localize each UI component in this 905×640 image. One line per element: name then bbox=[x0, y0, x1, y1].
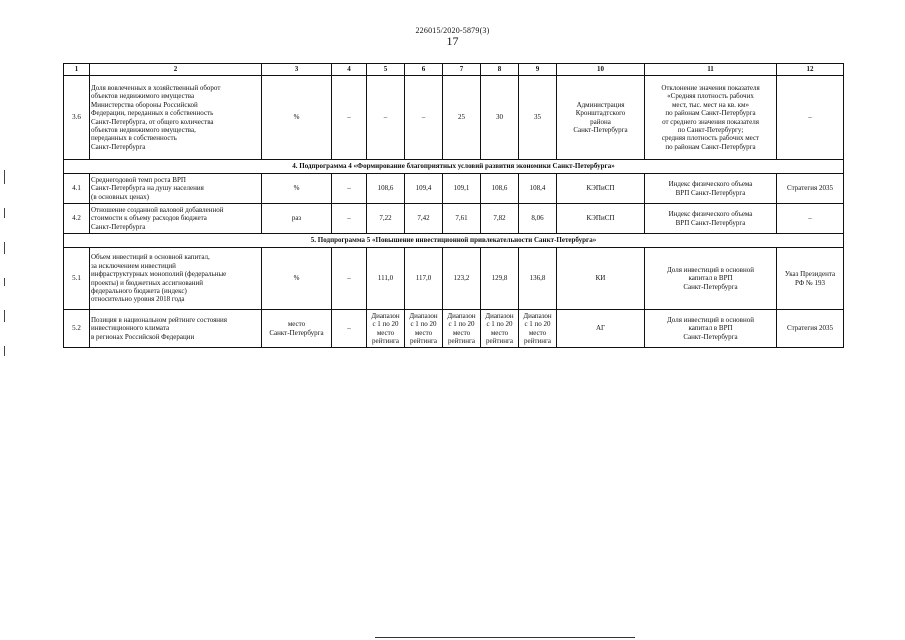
value-cell: – bbox=[367, 76, 405, 160]
section-title: 4. Подпрограмма 4 «Формирование благоприятных условий развития экономики Санкт-Петербурга» bbox=[64, 160, 844, 174]
column-header: 8 bbox=[481, 64, 519, 76]
value-cell: – bbox=[332, 76, 367, 160]
value-cell: 8,06 bbox=[519, 204, 557, 234]
value-cell: 117,0 bbox=[405, 248, 443, 310]
indicator-name-cell-line: относительно уровня 2018 года bbox=[91, 295, 185, 304]
indicator-name-cell-line: объектов недвижимого имущества bbox=[91, 92, 195, 101]
method-cell-line: Доля инвестиций в основной bbox=[667, 315, 754, 324]
unit-cell: раз bbox=[262, 204, 332, 234]
responsible-cell bbox=[557, 310, 645, 348]
value-cell: 35 bbox=[519, 76, 557, 160]
value-cell bbox=[519, 310, 557, 348]
value-cell: 109,4 bbox=[405, 174, 443, 204]
table-row bbox=[64, 248, 844, 310]
indicator-name-cell bbox=[90, 76, 262, 160]
method-cell-line: ВРП Санкт-Петербурга bbox=[675, 188, 746, 197]
responsible-cell-line: Администрация bbox=[576, 100, 625, 109]
value-cell-line: Диапазон bbox=[485, 311, 514, 320]
method-cell-line: капитал в ВРП bbox=[688, 324, 733, 333]
value-cell-line: с 1 по 20 bbox=[448, 320, 475, 329]
indicator-name-cell bbox=[90, 174, 262, 204]
responsible-cell-line: Кронштадтского bbox=[575, 109, 626, 118]
value-cell-line: с 1 по 20 bbox=[524, 320, 551, 329]
table-header-row bbox=[64, 64, 844, 76]
basis-cell: – bbox=[777, 204, 844, 234]
row-number-cell: 5.1 bbox=[64, 248, 90, 310]
value-cell: 7,82 bbox=[481, 204, 519, 234]
value-cell: 136,8 bbox=[519, 248, 557, 310]
method-cell-line: капитал в ВРП bbox=[688, 274, 733, 283]
unit-cell: % bbox=[262, 248, 332, 310]
value-cell-line: рейтинга bbox=[372, 336, 399, 345]
value-cell: 25 bbox=[443, 76, 481, 160]
indicator-name-cell-line: Среднегодовой темп роста ВРП bbox=[91, 175, 186, 184]
method-cell-line: Доля инвестиций в основной bbox=[667, 265, 754, 274]
responsible-cell bbox=[557, 174, 645, 204]
row-number-cell: 3.6 bbox=[64, 76, 90, 160]
indicators-table bbox=[63, 63, 844, 348]
value-cell-line: место bbox=[490, 328, 509, 337]
indicator-name-cell-line: федерального бюджета (индекс) bbox=[91, 286, 187, 295]
value-cell-line: с 1 по 20 bbox=[372, 320, 399, 329]
value-cell-line: рейтинга bbox=[486, 336, 513, 345]
indicator-name-cell-line: в регионах Российской Федерации bbox=[91, 332, 195, 341]
value-cell: 7,22 bbox=[367, 204, 405, 234]
unit-cell: % bbox=[262, 76, 332, 160]
indicator-name-cell-line: инвестиционного климата bbox=[91, 324, 170, 333]
method-cell-line: по районам Санкт-Петербурга bbox=[665, 142, 756, 151]
indicator-name-cell-line: за исключением инвестиций bbox=[91, 261, 176, 270]
indicator-name-cell bbox=[90, 248, 262, 310]
indicator-name-cell-line: Федерации, переданных в собственность bbox=[91, 109, 214, 118]
column-header: 10 bbox=[557, 64, 645, 76]
value-cell: 123,2 bbox=[443, 248, 481, 310]
value-cell: 108,4 bbox=[519, 174, 557, 204]
value-cell: 111,0 bbox=[367, 248, 405, 310]
value-cell bbox=[367, 310, 405, 348]
indicator-name-cell-line: Министерства обороны Российской bbox=[91, 100, 198, 109]
value-cell: 7,42 bbox=[405, 204, 443, 234]
indicator-name-cell-line: Позиция в национальном рейтинге состояния bbox=[91, 315, 228, 324]
value-cell-line: рейтинга bbox=[448, 336, 475, 345]
section-row bbox=[64, 234, 844, 248]
basis-cell: – bbox=[777, 76, 844, 160]
column-header: 1 bbox=[64, 64, 90, 76]
method-cell-line: средняя плотность рабочих мест bbox=[661, 134, 760, 143]
column-header: 7 bbox=[443, 64, 481, 76]
method-cell-line: Санкт-Петербурга bbox=[683, 282, 738, 291]
scan-marks bbox=[4, 170, 6, 380]
basis-cell-line: РФ № 193 bbox=[795, 278, 825, 287]
responsible-cell-line: района bbox=[590, 117, 611, 126]
value-cell bbox=[481, 310, 519, 348]
responsible-cell-line: АГ bbox=[595, 324, 606, 333]
method-cell bbox=[645, 310, 777, 348]
value-cell: 109,1 bbox=[443, 174, 481, 204]
value-cell: 7,61 bbox=[443, 204, 481, 234]
basis-cell: Стратегия 2035 bbox=[777, 310, 844, 348]
responsible-cell bbox=[557, 248, 645, 310]
value-cell bbox=[443, 310, 481, 348]
column-header: 6 bbox=[405, 64, 443, 76]
indicator-name-cell-line: Санкт-Петербурга bbox=[91, 222, 146, 231]
value-cell-line: Диапазон bbox=[523, 311, 552, 320]
value-cell-line: с 1 по 20 bbox=[410, 320, 437, 329]
section-title: 5. Подпрограмма 5 «Повышение инвестиционной привлекательности Санкт-Петербурга» bbox=[64, 234, 844, 248]
value-cell-line: место bbox=[414, 328, 433, 337]
indicator-name-cell-line: Санкт-Петербурга, от общего количества bbox=[91, 117, 214, 126]
page-bottom-rule bbox=[375, 637, 635, 638]
basis-cell bbox=[777, 248, 844, 310]
indicator-name-cell-line: Объем инвестиций в основной капитал, bbox=[91, 253, 210, 262]
unit-cell: % bbox=[262, 174, 332, 204]
value-cell: – bbox=[332, 174, 367, 204]
value-cell-line: место bbox=[452, 328, 471, 337]
value-cell: – bbox=[332, 204, 367, 234]
indicator-name-cell-line: (в основных ценах) bbox=[91, 192, 149, 201]
value-cell: 30 bbox=[481, 76, 519, 160]
value-cell-line: место bbox=[376, 328, 395, 337]
unit-cell-line: место bbox=[287, 320, 306, 329]
indicator-name-cell-line: Доля вовлеченных в хозяйственный оборот bbox=[91, 83, 221, 92]
method-cell-line: по Санкт-Петербургу; bbox=[677, 125, 744, 134]
method-cell-line: Индекс физического объема bbox=[668, 210, 753, 219]
table-row bbox=[64, 204, 844, 234]
responsible-cell-line: КЭПиСП bbox=[586, 214, 615, 223]
indicator-name-cell-line: переданных в собственность bbox=[91, 134, 177, 143]
method-cell bbox=[645, 174, 777, 204]
indicator-name-cell-line: Санкт-Петербурга на душу населения bbox=[91, 184, 204, 193]
method-cell bbox=[645, 248, 777, 310]
responsible-cell bbox=[557, 204, 645, 234]
basis-cell: Стратегия 2035 bbox=[777, 174, 844, 204]
value-cell: – bbox=[332, 310, 367, 348]
column-header: 2 bbox=[90, 64, 262, 76]
table-row bbox=[64, 76, 844, 160]
basis-cell-line: Указ Президента bbox=[784, 270, 836, 279]
indicator-name-cell-line: Отношение созданной валовой добавленной bbox=[91, 205, 224, 214]
row-number-cell: 5.2 bbox=[64, 310, 90, 348]
value-cell-line: Диапазон bbox=[447, 311, 476, 320]
responsible-cell bbox=[557, 76, 645, 160]
indicator-name-cell-line: стоимости к объему расходов бюджета bbox=[91, 214, 207, 223]
value-cell: 129,8 bbox=[481, 248, 519, 310]
method-cell-line: по районам Санкт-Петербурга bbox=[665, 109, 756, 118]
column-header: 11 bbox=[645, 64, 777, 76]
value-cell: 108,6 bbox=[367, 174, 405, 204]
indicator-name-cell-line: проекты) и бюджетных ассигнований bbox=[91, 278, 203, 287]
method-cell-line: от среднего значения показателя bbox=[662, 117, 759, 126]
value-cell: 108,6 bbox=[481, 174, 519, 204]
unit-cell bbox=[262, 310, 332, 348]
method-cell-line: Индекс физического объема bbox=[668, 180, 753, 189]
document-id: 226015/2020-5879(3) bbox=[415, 26, 490, 35]
value-cell: – bbox=[405, 76, 443, 160]
indicator-name-cell-line: объектов недвижимого имущества, bbox=[91, 125, 196, 134]
column-header: 4 bbox=[332, 64, 367, 76]
value-cell-line: Диапазон bbox=[409, 311, 438, 320]
value-cell: – bbox=[332, 248, 367, 310]
value-cell-line: рейтинга bbox=[524, 336, 551, 345]
responsible-cell-line: Санкт-Петербурга bbox=[573, 125, 628, 134]
value-cell-line: с 1 по 20 bbox=[486, 320, 513, 329]
section-row bbox=[64, 160, 844, 174]
column-header: 3 bbox=[262, 64, 332, 76]
row-number-cell: 4.2 bbox=[64, 204, 90, 234]
value-cell-line: рейтинга bbox=[410, 336, 437, 345]
column-header: 5 bbox=[367, 64, 405, 76]
method-cell bbox=[645, 204, 777, 234]
table-row bbox=[64, 310, 844, 348]
indicator-name-cell-line: инфраструктурных монополий (федеральные bbox=[91, 270, 227, 279]
method-cell bbox=[645, 76, 777, 160]
row-number-cell: 4.1 bbox=[64, 174, 90, 204]
value-cell bbox=[405, 310, 443, 348]
method-cell-line: ВРП Санкт-Петербурга bbox=[675, 218, 746, 227]
table-row bbox=[64, 174, 844, 204]
page-number: 17 bbox=[446, 34, 459, 48]
responsible-cell-line: КЭПиСП bbox=[586, 184, 615, 193]
indicator-name-cell bbox=[90, 204, 262, 234]
unit-cell-line: Санкт-Петербурга bbox=[269, 328, 324, 337]
method-cell-line: Отклонение значения показателя bbox=[661, 83, 760, 92]
value-cell-line: место bbox=[528, 328, 547, 337]
column-header: 12 bbox=[777, 64, 844, 76]
value-cell-line: Диапазон bbox=[371, 311, 400, 320]
indicator-name-cell-line: Санкт-Петербурга bbox=[91, 142, 146, 151]
responsible-cell-line: КИ bbox=[595, 274, 606, 283]
method-cell-line: Санкт-Петербурга bbox=[683, 332, 738, 341]
indicator-name-cell bbox=[90, 310, 262, 348]
method-cell-line: «Средняя плотность рабочих bbox=[667, 92, 754, 101]
column-header: 9 bbox=[519, 64, 557, 76]
method-cell-line: мест, тыс. мест на кв. км» bbox=[672, 100, 749, 109]
